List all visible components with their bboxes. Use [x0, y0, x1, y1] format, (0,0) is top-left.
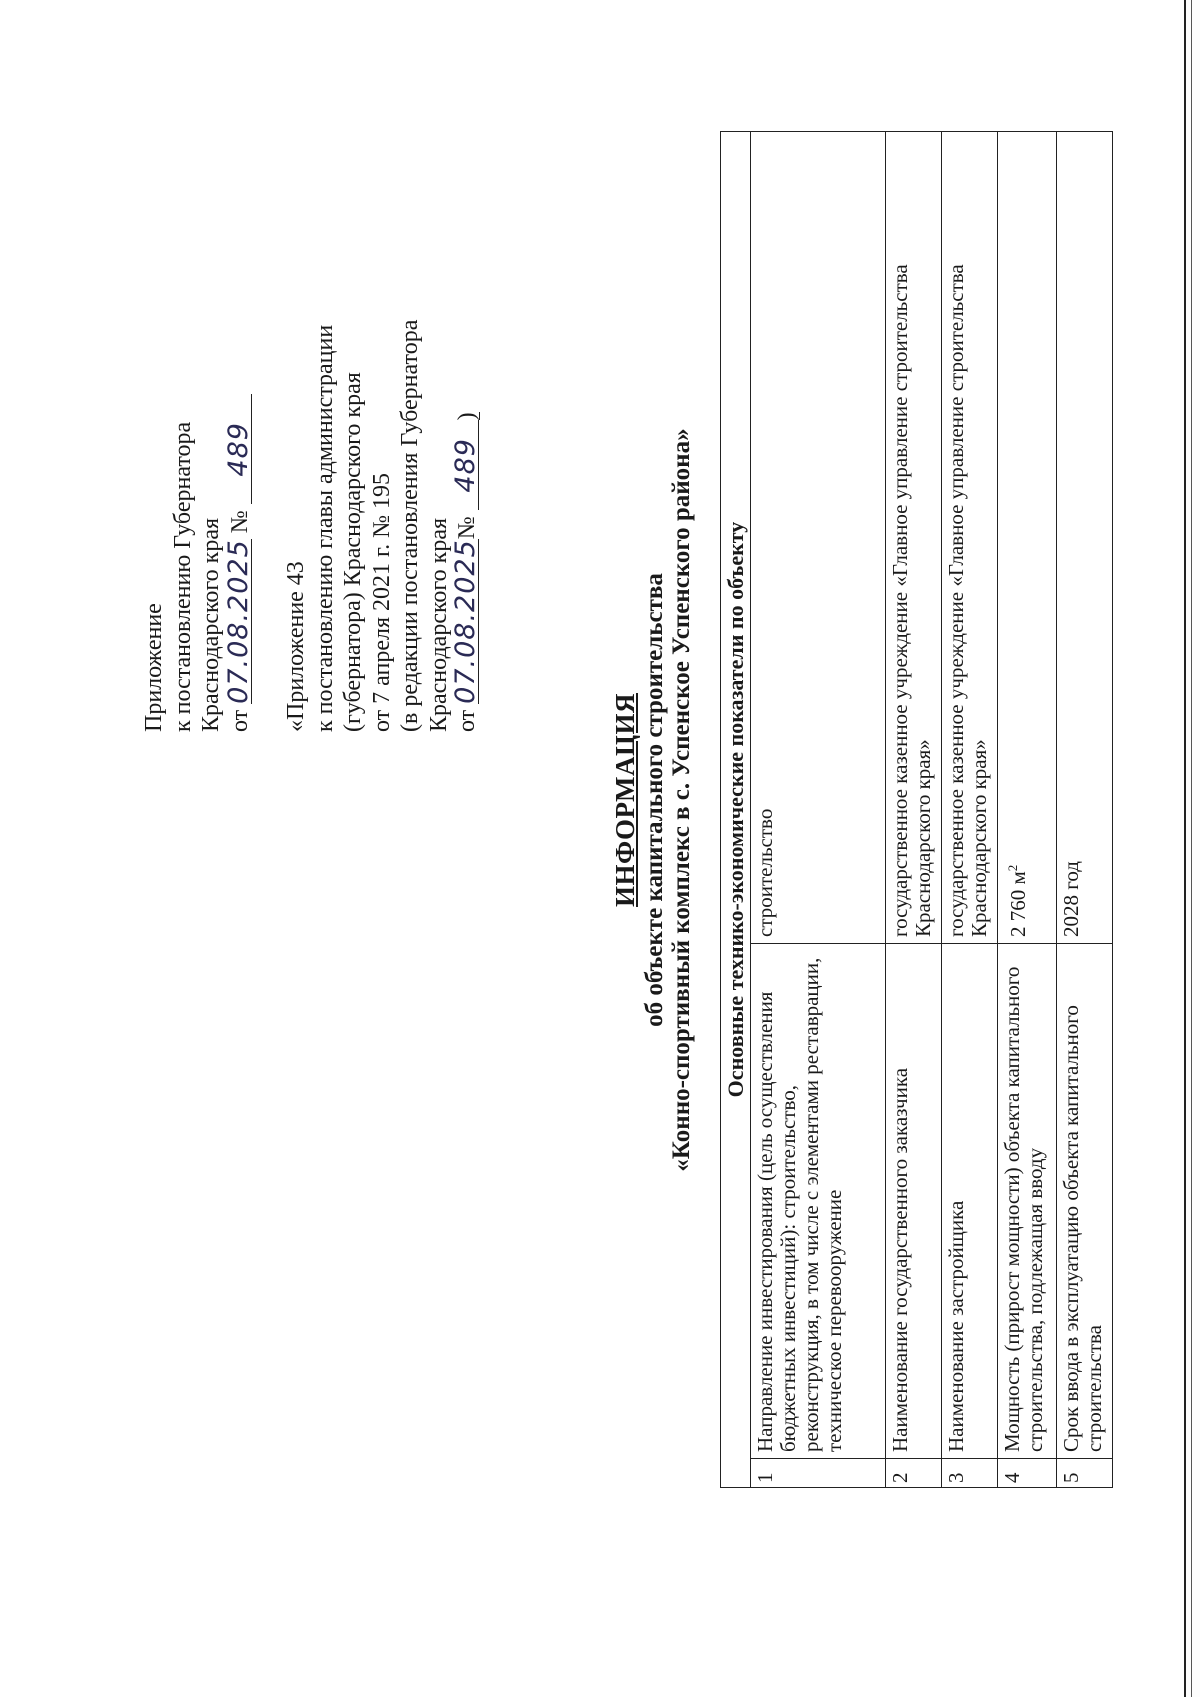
handwritten-number: 489: [454, 420, 479, 510]
document-title: ИНФОРМАЦИЯ: [610, 693, 640, 907]
number-label: №: [454, 516, 480, 540]
unit-exponent: 2: [1005, 864, 1020, 872]
row-number: 1: [751, 1459, 886, 1488]
row-value: строительство: [751, 132, 886, 944]
table-row: [942, 132, 998, 1488]
row-value: [998, 132, 1057, 944]
row-value: государственное казенное учреждение «Главное управление строительства Краснодарского края»: [942, 132, 998, 944]
object-name: «Конно-спортивный комплекс в с. Успенское Успенского района»: [668, 428, 695, 1172]
date-prefix: от: [226, 703, 253, 732]
scan-edge: [1184, 0, 1200, 1697]
row-name: Направление инвестирования (цель осуществления бюджетных инвестиций): строительство, реконструкция, в том числе с элементами реставрации, техническое перевооружение: [751, 944, 886, 1459]
approval-line: от 7 апреля 2021 г. № 195: [368, 472, 395, 732]
table-row: [998, 132, 1057, 1488]
handwritten-date: 07.08.2025: [222, 539, 254, 704]
approval-line: (губернатора) Краснодарского края: [340, 372, 366, 732]
table-row: [1057, 132, 1113, 1488]
row-number: 2: [886, 1459, 942, 1488]
closing-paren: ): [454, 412, 480, 421]
indicators-table: [720, 131, 1113, 1488]
handwritten-number: 489: [227, 394, 252, 504]
table-row: [751, 132, 886, 1488]
approval-line: «Приложение 43: [283, 561, 309, 732]
document-subtitle: об объекте капитального строительства: [641, 573, 668, 1027]
table-row: [886, 132, 942, 1488]
date-prefix: от: [454, 703, 480, 732]
approval-line: Краснодарского края: [198, 517, 224, 732]
row-name: Наименование государственного заказчика: [886, 944, 942, 1459]
table-header: Основные технико-экономические показатели по объекту: [721, 132, 751, 1488]
row-number: 5: [1057, 1459, 1113, 1488]
approval-date-line: [450, 192, 482, 732]
row-value: 2028 год: [1057, 132, 1113, 944]
approval-date-line: [222, 192, 255, 732]
row-name: Наименование застройщика: [942, 944, 998, 1459]
row-name: Мощность (прирост мощности) объекта капитального строительства, подлежащая вводу: [998, 944, 1057, 1459]
row-number: 4: [998, 1459, 1057, 1488]
row-number: 3: [942, 1459, 998, 1488]
table-header-row: [721, 132, 751, 1488]
approval-line: к постановлению главы администрации: [311, 324, 338, 732]
capacity-value: 2 760 м: [1006, 871, 1030, 937]
row-value: государственное казенное учреждение «Главное управление строительства Краснодарского края»: [886, 132, 942, 944]
handwritten-date: 07.08.2025: [450, 539, 481, 704]
approval-line: (в редакции постановления Губернатора: [397, 319, 423, 732]
approval-line: Краснодарского края: [425, 517, 452, 732]
number-label: №: [226, 510, 253, 534]
approval-block: [140, 192, 482, 732]
approval-line: Приложение: [141, 603, 167, 732]
approval-line: к постановлению Губернатора: [169, 421, 196, 732]
row-name: Срок ввода в эксплуатацию объекта капитального строительства: [1057, 944, 1113, 1459]
